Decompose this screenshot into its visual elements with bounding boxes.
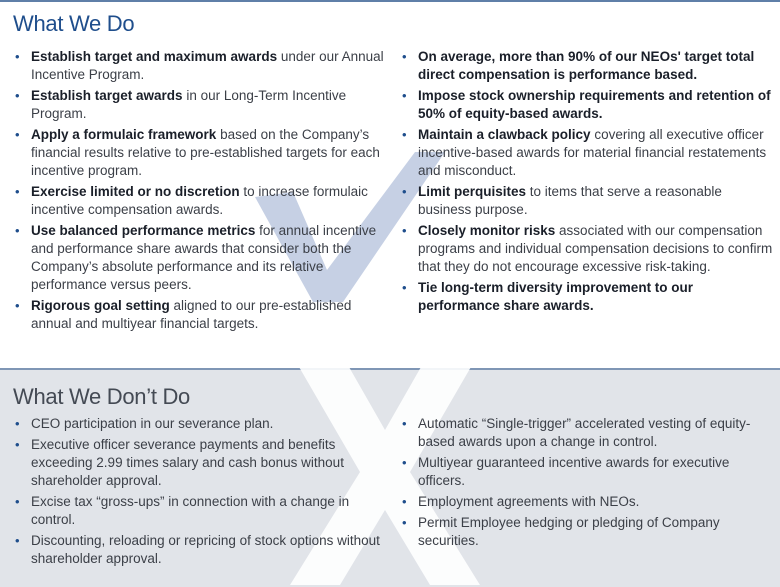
bullet-icon: • bbox=[402, 494, 407, 509]
bullet-icon: • bbox=[15, 494, 20, 509]
list-item-emphasis: Establish target awards bbox=[31, 88, 183, 103]
list-item bbox=[14, 126, 389, 180]
bullet-icon: • bbox=[402, 127, 407, 142]
list-item bbox=[401, 183, 776, 219]
list-item-text: in our Long-Term Incentive Program. bbox=[31, 88, 347, 121]
bullet-icon: • bbox=[15, 533, 20, 548]
list-item-text: aligned to our pre-established annual and multiyear financial targets. bbox=[31, 298, 352, 331]
bullet-icon: • bbox=[402, 49, 407, 64]
list-item-emphasis: Closely monitor risks bbox=[418, 223, 556, 238]
bullet-icon: • bbox=[402, 515, 407, 530]
bullet-icon: • bbox=[402, 416, 407, 431]
bullet-icon: • bbox=[402, 184, 407, 199]
list-item-emphasis: Maintain a clawback policy bbox=[418, 127, 591, 142]
list-item bbox=[401, 222, 776, 276]
list-item-text: Employment agreements with NEOs. bbox=[418, 494, 640, 509]
list-item-emphasis: Exercise limited or no discretion bbox=[31, 184, 240, 199]
list-item-emphasis: Impose stock ownership requirements and retention of 50% of equity-based awards. bbox=[418, 88, 771, 121]
list-item-text: Permit Employee hedging or pledging of Company securities. bbox=[418, 515, 720, 548]
list-item-emphasis: Establish target and maximum awards bbox=[31, 49, 278, 64]
bullet-icon: • bbox=[15, 127, 20, 142]
bullet-icon: • bbox=[402, 280, 407, 295]
bullet-icon: • bbox=[402, 223, 407, 238]
list-item-text: based on the Company’s financial results relative to pre-established targets for each incentive program. bbox=[31, 127, 380, 178]
list-item bbox=[14, 297, 389, 333]
list-item-text: Excise tax “gross-ups” in connection with a change in control. bbox=[31, 494, 350, 527]
x-mark-icon bbox=[285, 360, 485, 585]
list-item bbox=[401, 279, 776, 315]
what-we-do-title: What We Do bbox=[13, 11, 135, 36]
list-item bbox=[14, 87, 389, 123]
list-item bbox=[401, 48, 776, 84]
list-item-emphasis: Use balanced performance metrics bbox=[31, 223, 256, 238]
list-item-text: Discounting, reloading or repricing of stock options without shareholder approval. bbox=[31, 533, 380, 566]
list-item-emphasis: Apply a formulaic framework bbox=[31, 127, 217, 142]
list-item-text: Executive officer severance payments and benefits exceeding 2.99 times salary and cash bonus without shareholder approval. bbox=[31, 437, 344, 488]
bullet-icon: • bbox=[15, 298, 20, 313]
bullet-icon: • bbox=[402, 455, 407, 470]
list-item-text: to items that serve a reasonable business purpose. bbox=[418, 184, 722, 217]
bullet-icon: • bbox=[15, 416, 20, 431]
list-item-emphasis: Rigorous goal setting bbox=[31, 298, 170, 313]
bullet-icon: • bbox=[402, 88, 407, 103]
list-item-text: Multiyear guaranteed incentive awards for executive officers. bbox=[418, 455, 730, 488]
list-item-emphasis: Limit perquisites bbox=[418, 184, 527, 199]
list-item-text: Automatic “Single-trigger” accelerated vesting of equity-based awards upon a change in control. bbox=[418, 416, 751, 449]
list-item-text: associated with our compensation programs and individual compensation decisions to confirm that they do not encourage excessive risk-taking. bbox=[418, 223, 773, 274]
bullet-icon: • bbox=[15, 49, 20, 64]
list-item-text: to increase formulaic incentive compensation awards. bbox=[31, 184, 368, 217]
list-item-text: for annual incentive and performance share awards that consider both the Company’s absolute performance and its relative performance versus peers. bbox=[31, 223, 377, 292]
bullet-icon: • bbox=[15, 184, 20, 199]
list-item-text: CEO participation in our severance plan. bbox=[31, 416, 274, 431]
list-item-emphasis: Tie long-term diversity improvement to our performance share awards. bbox=[418, 280, 694, 313]
list-item bbox=[401, 126, 776, 180]
what-we-do-left-list bbox=[14, 48, 389, 336]
what-we-dont-do-title: What We Don’t Do bbox=[13, 384, 190, 409]
list-item bbox=[14, 222, 389, 294]
bullet-icon: • bbox=[15, 223, 20, 238]
list-item-text: covering all executive officer incentive-based awards for material financial restatements and misconduct. bbox=[418, 127, 767, 178]
what-we-do-right-list bbox=[401, 48, 776, 318]
list-item bbox=[14, 183, 389, 219]
list-item bbox=[14, 48, 389, 84]
bullet-icon: • bbox=[15, 437, 20, 452]
bullet-icon: • bbox=[15, 88, 20, 103]
list-item-emphasis: On average, more than 90% of our NEOs' target total direct compensation is performance based. bbox=[418, 49, 755, 82]
list-item bbox=[401, 87, 776, 123]
list-item-text: under our Annual Incentive Program. bbox=[31, 49, 384, 82]
